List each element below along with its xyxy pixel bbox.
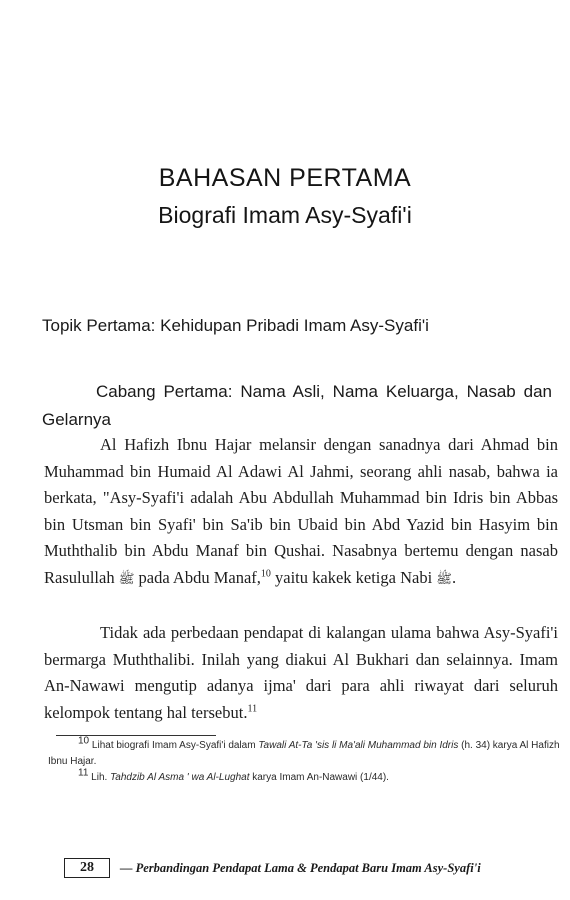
- paragraph-1-text: Al Hafizh Ibnu Hajar melansir dengan sanadnya dari Ahmad bin Muhammad bin Humaid Al Adawi Al Jahmi, seorang ahli nasab, bahwa ia berkata, "Asy-Syafi'i adalah Abu Abdullah Muhammad bin Idris bin Abbas bin Utsman bin Syafi' bin Sa'ib bin Ubaid bin Abd Yazid bin Hasyim bin Muththalib bin Abdu Manaf bin Qushai. Nasabnya bertemu dengan nasab Rasulullah: [44, 435, 558, 587]
- footnote-book-title: Tawali At-Ta 'sis li Ma'ali Muhammad bin Idris: [258, 740, 459, 751]
- footnote-text-rest: (h. 34) karya Al Hafizh Ibnu Hajar.: [48, 740, 560, 767]
- topic-heading: Topik Pertama: Kehidupan Pribadi Imam Asy-Syafi'i: [42, 316, 429, 335]
- page-footer: [48, 858, 564, 880]
- footnote-ref-10[interactable]: 10: [260, 568, 271, 579]
- paragraph-1: [44, 432, 558, 592]
- footnote-text: Lih.: [91, 772, 108, 783]
- footnote-book-title: Tahdzib Al Asma ' wa Al-Lughat: [110, 772, 250, 783]
- salawat-symbol: ﷺ: [118, 570, 135, 586]
- footnote-number: 11: [78, 767, 89, 779]
- paragraph-1-end: .: [452, 567, 457, 587]
- footnotes: [48, 735, 564, 786]
- paragraph-2-text: Tidak ada perbedaan pendapat di kalangan ulama bahwa Asy-Syafi'i bermarga Muththalibi. Inilah yang diakui Al Bukhari dan selainnya. Imam An-Nawawi mengutip adanya ijma' dari para ahli riwayat dari seluruh kelompok tentang hal tersebut.: [44, 623, 558, 722]
- chapter-subtitle: Biografi Imam Asy-Syafi'i: [158, 202, 412, 228]
- salawat-symbol: ﷺ: [436, 570, 453, 586]
- footnote-10: [48, 735, 564, 770]
- chapter-title: BAHASAN PERTAMA: [158, 164, 412, 192]
- paragraph-1-text-3: yaitu kakek ketiga Nabi: [275, 567, 433, 587]
- paragraph-1-text-2: pada Abdu Manaf,: [138, 567, 261, 587]
- footnote-number: 10: [78, 735, 90, 747]
- footnote-text: Lihat biografi Imam Asy-Syafi'i dalam: [91, 740, 256, 751]
- paragraph-2: [44, 620, 558, 726]
- footnote-11: [48, 767, 564, 786]
- footnote-text-rest: karya Imam An-Nawawi (1/44).: [252, 772, 389, 783]
- page-number: 28: [64, 858, 110, 878]
- running-footer-title: — Perbandingan Pendapat Lama & Pendapat Baru Imam Asy-Syafi'i: [120, 861, 481, 875]
- footnote-ref-11[interactable]: 11: [247, 703, 258, 714]
- branch-heading: Cabang Pertama: Nama Asli, Nama Keluarga, Nasab dan Gelarnya: [42, 382, 552, 429]
